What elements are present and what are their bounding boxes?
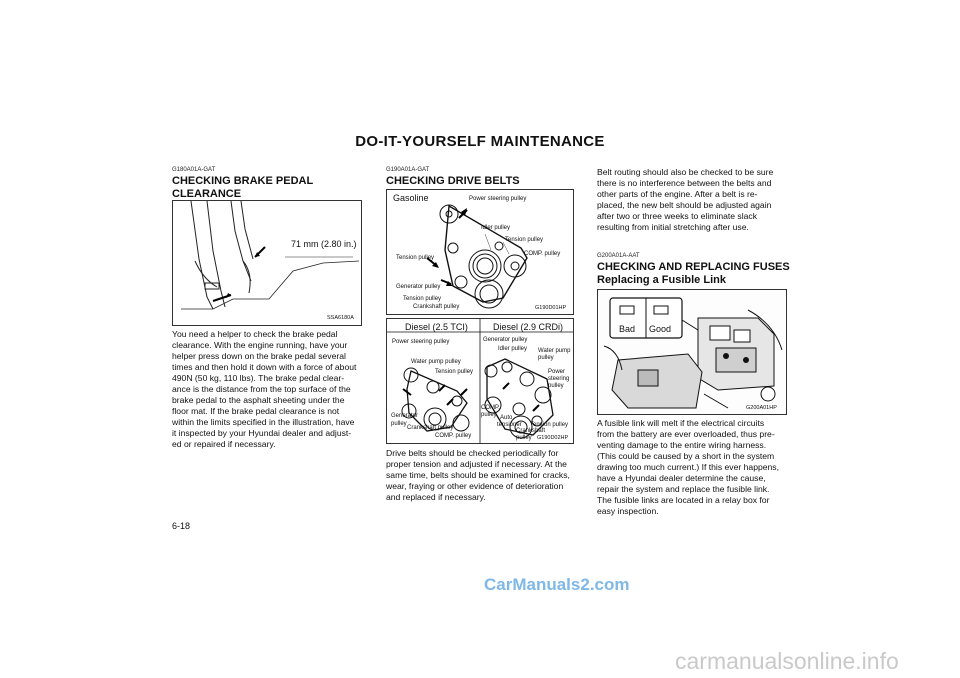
figure-code: SSA6180A — [327, 315, 354, 321]
text-line: brake pedal to the asphalt sheeting under the — [172, 395, 345, 405]
callout-label: Auto — [500, 415, 513, 421]
diesel-belt-figure — [386, 318, 574, 444]
measurement-label: 71 mm (2.80 in.) — [291, 239, 357, 249]
callout-label: Idler pulley — [498, 346, 528, 352]
text-line: within the limits specified in the illustration, have — [172, 417, 355, 427]
text-line: resulting from initial stretching after use. — [597, 222, 749, 232]
relay-box-illustration — [598, 290, 786, 414]
heading-line: CLEARANCE — [172, 188, 242, 200]
text-line: after two or three weeks to eliminate slack — [597, 211, 758, 221]
figure-title: Diesel (2.9 CRDi) — [493, 322, 564, 332]
text-line: times and then hold it down with a force of about — [172, 362, 357, 372]
section-code: G190A01A-GAT — [386, 167, 430, 173]
callout-label: Generator pulley — [483, 337, 528, 343]
callout-label: Water pump — [538, 348, 571, 354]
figure-code: G190D01HP — [535, 305, 567, 311]
callout-label: Crankshaft pulley — [407, 425, 454, 431]
callout-label: tensioner — [497, 422, 522, 428]
gasoline-belt-figure — [386, 189, 574, 315]
callout-label: Tension pulley — [505, 237, 544, 243]
callout-label: Tension pulley — [530, 422, 569, 428]
text-line: ed or repaired if necessary. — [172, 439, 276, 449]
figure-title: Diesel (2.5 TCI) — [405, 322, 468, 332]
text-line: (This could be caused by a short in the system — [597, 451, 775, 461]
text-line: A fusible link will melt if the electrical circuits — [597, 418, 765, 428]
fusible-link-paragraph — [597, 418, 785, 517]
callout-label: Idler pulley — [481, 225, 511, 231]
text-line: floor mat. If the brake pedal clearance is not — [172, 406, 340, 416]
page-header: DO-IT-YOURSELF MAINTENANCE — [355, 133, 605, 150]
section-heading — [172, 175, 313, 201]
figure-code: G200A01HP — [746, 405, 777, 411]
text-line: Drive belts should be checked periodically for — [386, 448, 559, 458]
callout-label: Crankshaft — [516, 428, 546, 434]
callout-label: Tension pulley — [403, 296, 442, 302]
brake-pedal-illustration — [173, 201, 361, 325]
callout-label: pulley — [481, 412, 497, 418]
belt-routing-paragraph — [597, 167, 785, 233]
section-code: G200A01A-AAT — [597, 253, 640, 259]
text-line: venting damage to the entire wiring harness. — [597, 440, 767, 450]
callout-label: Power steering pulley — [469, 196, 527, 202]
text-line: The fusible links are located in a relay box for — [597, 495, 770, 505]
text-line: from the battery are ever overloaded, thus pre- — [597, 429, 775, 439]
figure-code: G190D02HP — [537, 435, 569, 441]
callout-label: COMP. pulley — [435, 433, 472, 439]
section-heading — [597, 261, 790, 287]
callout-label: pulley — [538, 355, 554, 361]
drive-belts-paragraph — [386, 448, 572, 503]
text-line: other parts of the engine. After a belt is re- — [597, 189, 758, 199]
text-line: You need a helper to check the brake pedal — [172, 329, 338, 339]
text-line: have a Hyundai dealer determine the cause, — [597, 473, 766, 483]
brake-paragraph — [172, 329, 360, 450]
callout-label: Tension pulley — [435, 369, 474, 375]
callout-label: Generator — [391, 413, 419, 419]
heading-line: CHECKING AND REPLACING FUSES — [597, 261, 790, 273]
text-line: 490N (50 kg, 110 lbs). The brake pedal clear- — [172, 373, 345, 383]
text-line: proper tension and adjusted if necessary. At the — [386, 459, 567, 469]
text-line: easy inspection. — [597, 506, 659, 516]
callout-label: steering — [548, 376, 570, 382]
callout-label: pulley — [548, 383, 564, 389]
heading-line: CHECKING BRAKE PEDAL — [172, 175, 314, 187]
callout-label: pulley — [516, 435, 532, 441]
watermark-link[interactable]: CarManuals2.com — [484, 575, 630, 594]
brake-pedal-figure — [172, 200, 362, 326]
callout-label: Generator pulley — [396, 284, 441, 290]
callout-label: Power steering pulley — [392, 339, 450, 345]
section-code: G180A01A-GAT — [172, 167, 216, 173]
text-line: repair the system and replace the fusible link. — [597, 484, 770, 494]
fusible-link-figure — [597, 289, 787, 415]
heading-line: Replacing a Fusible Link — [597, 274, 726, 286]
text-line: helper press down on the brake pedal several — [172, 351, 346, 361]
callout-label: Water pump pulley — [411, 359, 461, 365]
section-heading: CHECKING DRIVE BELTS — [386, 175, 520, 187]
text-line: ance is the distance from the top surface of the — [172, 384, 351, 394]
text-line: drawing too much current.) If this ever happens, — [597, 462, 779, 472]
text-line: Belt routing should also be checked to be sure — [597, 167, 774, 177]
watermark-link[interactable]: carmanualsonline.info — [675, 648, 899, 674]
callout-label: Tension pulley — [396, 255, 435, 261]
callout-label: COMP. — [481, 405, 500, 411]
text-line: wear, fraying or other evidence of deterioration — [386, 481, 564, 491]
figure-title: Gasoline — [393, 193, 429, 203]
text-line: and replaced if necessary. — [386, 492, 486, 502]
text-line: clearance. With the engine running, have your — [172, 340, 348, 350]
page-number: 6-18 — [172, 521, 191, 531]
text-line: same time, belts should be examined for cracks, — [386, 470, 570, 480]
text-line: it inspected by your Hyundai dealer and adjust- — [172, 428, 352, 438]
callout-label: COMP. pulley — [524, 251, 561, 257]
callout-label: Power — [548, 369, 566, 375]
callout-label: pulley — [391, 421, 407, 427]
text-line: there is no interference between the belts and — [597, 178, 772, 188]
good-fuse-label: Good — [649, 324, 672, 334]
callout-label: Crankshaft pulley — [413, 304, 460, 310]
text-line: placed, the new belt should be adjusted again — [597, 200, 772, 210]
bad-fuse-label: Bad — [619, 324, 636, 334]
